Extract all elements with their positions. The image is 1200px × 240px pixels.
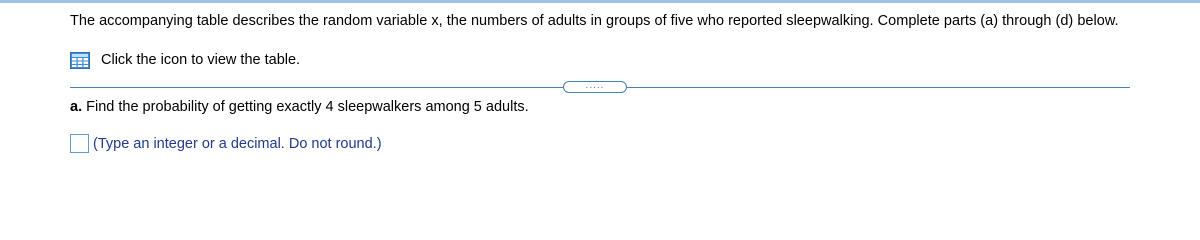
answer-input[interactable]	[70, 134, 89, 153]
question-text: The accompanying table describes the random variable x, the numbers of adults in groups of five who reported sleepwalking. Complete parts (a) through (d) below.	[70, 13, 1119, 29]
view-table-label[interactable]: Click the icon to view the table.	[101, 52, 301, 68]
part-a-text: Find the probability of getting exactly 4 sleepwalkers among 5 adults.	[86, 99, 529, 115]
top-rule	[0, 0, 1200, 3]
expand-more-button[interactable]	[563, 81, 627, 93]
answer-hint: (Type an integer or a decimal. Do not round.)	[93, 135, 382, 152]
view-table-link[interactable]	[70, 51, 300, 69]
part-a-label: a.	[70, 99, 83, 115]
ellipsis-icon: .....	[585, 79, 605, 91]
table-grid-icon[interactable]	[70, 52, 90, 69]
part-a-prompt	[70, 99, 529, 115]
answer-row	[70, 134, 382, 153]
